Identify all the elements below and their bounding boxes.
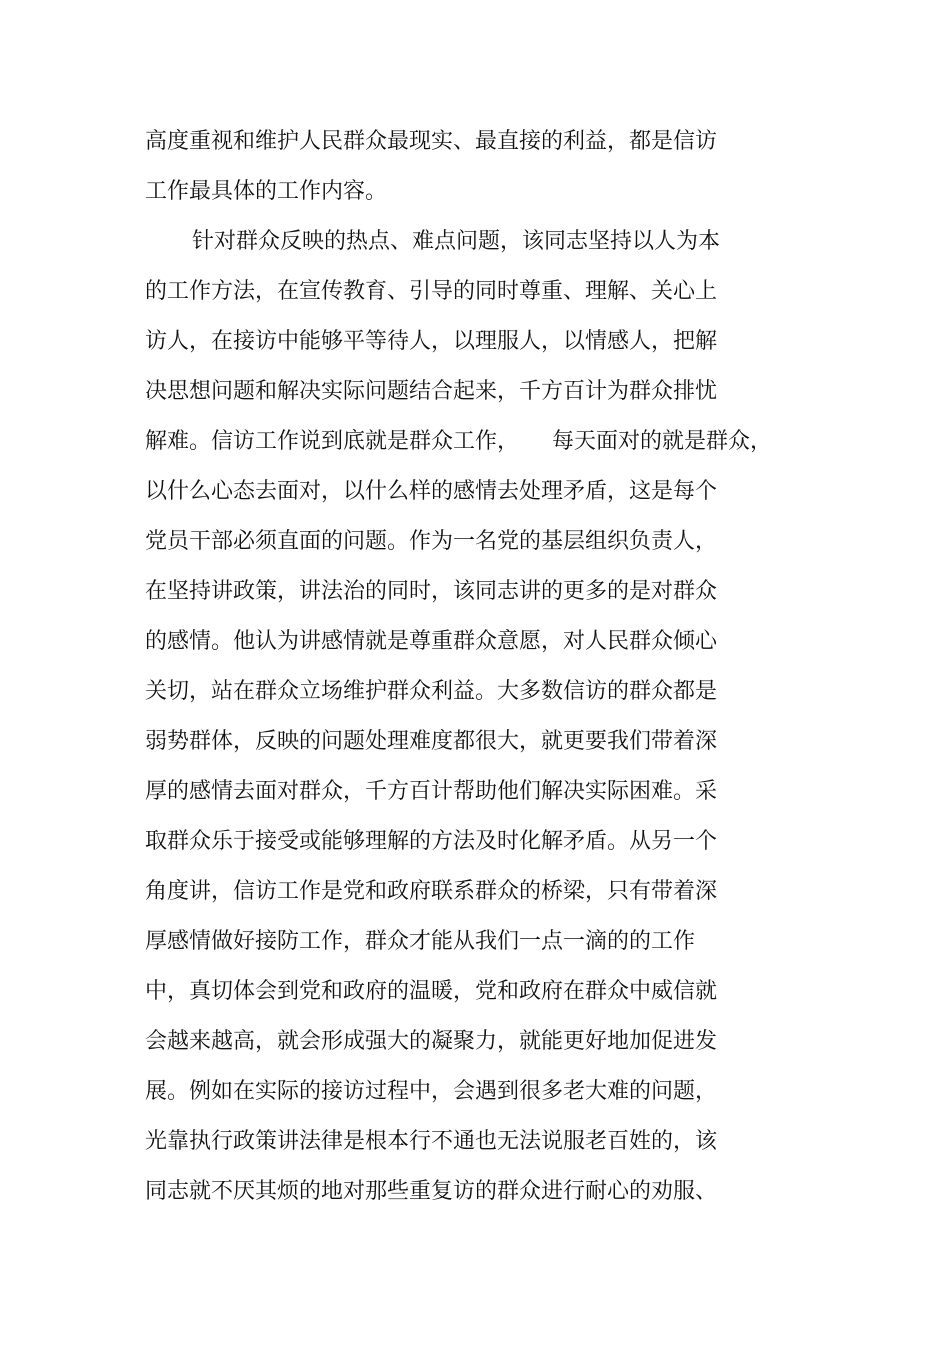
text-line: 光靠执行政策讲法律是根本行不通也无法说服老百姓的，该 bbox=[145, 1129, 718, 1154]
text-line: 以什么心态去面对，以什么样的感情去处理矛盾，这是每个 bbox=[145, 479, 718, 504]
text-line: 同志就不厌其烦的地对那些重复访的群众进行耐心的劝服、 bbox=[145, 1179, 718, 1204]
text-line: 中，真切体会到党和政府的温暖，党和政府在群众中威信就 bbox=[145, 979, 718, 1004]
text-line: 解难。信访工作说到底就是群众工作， 每天面对的就是群众， bbox=[145, 429, 773, 454]
text-line: 厚的感情去面对群众，千方百计帮助他们解决实际困难。采 bbox=[145, 779, 718, 804]
text-line: 厚感情做好接防工作，群众才能从我们一点一滴的的工作 bbox=[145, 929, 696, 954]
text-line: 党员干部必须直面的问题。作为一名党的基层组织负责人， bbox=[145, 529, 718, 554]
text-line: 会越来越高，就会形成强大的凝聚力，就能更好地加促进发 bbox=[145, 1029, 718, 1054]
paragraph-first-line: 针对群众反映的热点、难点问题，该同志坚持以人为本 bbox=[192, 229, 721, 254]
text-line: 访人，在接访中能够平等待人，以理服人，以情感人，把解 bbox=[145, 329, 718, 354]
text-line: 展。例如在实际的接访过程中，会遇到很多老大难的问题， bbox=[145, 1079, 718, 1104]
text-line: 关切，站在群众立场维护群众利益。大多数信访的群众都是 bbox=[145, 679, 718, 704]
text-line: 决思想问题和解决实际问题结合起来，千方百计为群众排忧 bbox=[145, 379, 718, 404]
text-line: 取群众乐于接受或能够理解的方法及时化解矛盾。从另一个 bbox=[145, 829, 718, 854]
text-line: 的工作方法，在宣传教育、引导的同时尊重、理解、关心上 bbox=[145, 279, 718, 304]
text-line: 高度重视和维护人民群众最现实、最直接的利益，都是信访 bbox=[145, 129, 718, 154]
text-line: 角度讲，信访工作是党和政府联系群众的桥梁，只有带着深 bbox=[145, 879, 718, 904]
text-line: 弱势群体，反映的问题处理难度都很大，就更要我们带着深 bbox=[145, 729, 718, 754]
text-line: 的感情。他认为讲感情就是尊重群众意愿，对人民群众倾心 bbox=[145, 629, 718, 654]
text-line: 在坚持讲政策，讲法治的同时，该同志讲的更多的是对群众 bbox=[145, 579, 718, 604]
text-line: 工作最具体的工作内容。 bbox=[145, 179, 388, 204]
